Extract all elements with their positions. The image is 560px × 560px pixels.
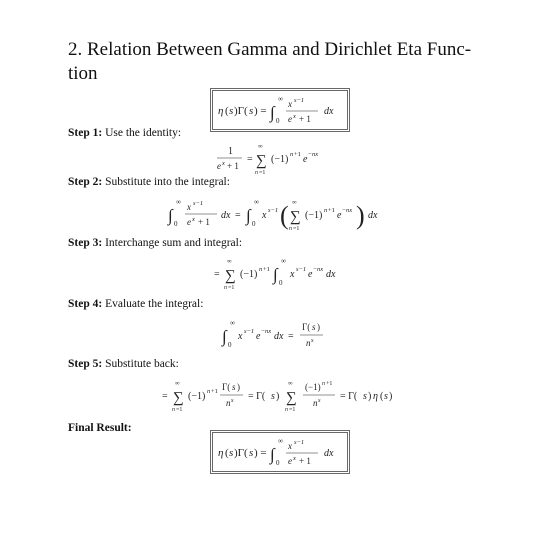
svg-text:s−1: s−1 <box>268 207 279 214</box>
svg-text:=: = <box>247 154 253 165</box>
svg-text:+1: +1 <box>294 151 301 158</box>
step-2 <box>68 176 230 188</box>
step-5 <box>68 358 179 370</box>
step-2-label: Step 2: <box>68 176 103 188</box>
svg-text:n: n <box>313 398 318 408</box>
svg-text:(−1): (−1) <box>305 210 323 221</box>
step-3-text: Interchange sum and integral: <box>105 237 243 249</box>
svg-text:+1: +1 <box>328 207 335 214</box>
svg-text:(: ( <box>225 105 229 117</box>
svg-text:e: e <box>308 269 313 280</box>
svg-text:−: − <box>308 151 312 158</box>
svg-text:s: s <box>231 397 234 404</box>
svg-text:0: 0 <box>279 279 283 287</box>
svg-text:∫: ∫ <box>168 206 173 225</box>
svg-text:x: x <box>290 269 295 280</box>
svg-text:∞: ∞ <box>278 437 283 445</box>
svg-text:n: n <box>255 170 258 176</box>
svg-text:0: 0 <box>174 220 178 228</box>
svg-text:)Γ(: )Γ( <box>234 447 248 459</box>
svg-text:s: s <box>271 391 275 402</box>
svg-text:nx: nx <box>265 328 272 335</box>
title-line-1: 2. Relation Between Gamma and Dirichlet Eta Func- <box>68 39 472 60</box>
svg-text:x: x <box>222 160 225 167</box>
boxed-equation-top <box>0 88 560 132</box>
svg-text:): ) <box>356 201 365 230</box>
svg-text:(: ( <box>380 391 384 402</box>
svg-text:n: n <box>289 226 292 232</box>
svg-text:e: e <box>288 456 292 466</box>
section-title <box>68 38 508 86</box>
svg-text:=: = <box>162 391 168 402</box>
svg-text:e: e <box>217 161 221 171</box>
svg-text:) =: ) = <box>254 105 267 117</box>
svg-text:n: n <box>224 285 227 291</box>
svg-text:=: = <box>288 331 294 342</box>
svg-text:s: s <box>384 391 388 402</box>
svg-text:x: x <box>262 210 267 221</box>
svg-text:∞: ∞ <box>288 380 293 387</box>
svg-text:dx: dx <box>324 106 334 117</box>
svg-text:∞: ∞ <box>258 143 263 150</box>
equation-step-1 <box>0 136 560 180</box>
svg-text:∞: ∞ <box>281 257 286 265</box>
svg-text:(: ( <box>225 447 229 459</box>
svg-text:dx: dx <box>324 448 334 459</box>
svg-text:s: s <box>249 105 254 117</box>
svg-text:) =: ) = <box>254 447 267 459</box>
svg-text:∫: ∫ <box>270 103 275 122</box>
svg-text:∑: ∑ <box>286 390 297 406</box>
svg-text:x: x <box>293 113 296 120</box>
step-1-label: Step 1: <box>68 127 103 139</box>
svg-text:+ 1: + 1 <box>198 217 210 227</box>
svg-text:dx: dx <box>368 210 378 221</box>
svg-text:η: η <box>373 391 378 402</box>
svg-text:dx: dx <box>221 210 231 221</box>
svg-text:∞: ∞ <box>254 198 259 206</box>
svg-text:−: − <box>342 207 346 214</box>
svg-text:∫: ∫ <box>222 327 227 346</box>
svg-text:x: x <box>192 216 195 223</box>
svg-text:): ) <box>389 391 393 402</box>
svg-text:0: 0 <box>228 341 232 349</box>
svg-text:e: e <box>256 331 261 342</box>
svg-text:−: − <box>313 266 317 273</box>
svg-text:dx: dx <box>326 269 336 280</box>
svg-text:e: e <box>187 217 191 227</box>
svg-text:(−1): (−1) <box>188 391 206 402</box>
svg-text:s: s <box>229 447 234 459</box>
step-5-text: Substitute back: <box>105 358 179 370</box>
svg-text:s: s <box>249 447 254 459</box>
svg-text:+ 1: + 1 <box>299 114 311 124</box>
svg-text:s−1: s−1 <box>296 266 307 273</box>
svg-text:e: e <box>337 210 342 221</box>
svg-text:∞: ∞ <box>227 258 232 265</box>
svg-text:∫: ∫ <box>270 445 275 464</box>
svg-text:=: = <box>235 210 241 221</box>
equation-step-3 <box>0 252 560 296</box>
svg-text:= Γ(: = Γ( <box>248 391 266 402</box>
svg-text:n: n <box>259 266 263 273</box>
svg-text:(−1): (−1) <box>240 269 258 280</box>
svg-text:n: n <box>226 398 231 408</box>
svg-text:s: s <box>363 391 367 402</box>
svg-text:(: ( <box>280 201 289 230</box>
equation-step-4 <box>0 314 560 358</box>
svg-text:): ) <box>368 391 372 402</box>
svg-text:= Γ(: = Γ( <box>340 391 358 402</box>
svg-text:x: x <box>187 202 191 212</box>
svg-text:0: 0 <box>252 220 256 228</box>
svg-text:s−1: s−1 <box>294 439 305 446</box>
svg-text:−: − <box>261 328 265 335</box>
svg-text:∑: ∑ <box>290 209 301 225</box>
svg-text:+ 1: + 1 <box>227 161 239 171</box>
svg-text:dx: dx <box>274 331 284 342</box>
svg-text:n: n <box>322 381 325 387</box>
svg-text:s−1: s−1 <box>244 328 255 335</box>
svg-text:): ) <box>317 322 320 332</box>
svg-text:s: s <box>318 397 321 404</box>
final-label: Final Result: <box>68 422 132 434</box>
svg-text:0: 0 <box>276 459 280 467</box>
svg-text:0: 0 <box>276 117 280 125</box>
svg-text:s: s <box>311 337 314 344</box>
svg-text:(−1): (−1) <box>271 154 289 165</box>
svg-text:s−1: s−1 <box>193 200 204 207</box>
svg-text:η: η <box>218 105 224 117</box>
svg-text:x: x <box>288 99 292 109</box>
boxed-equation-final <box>0 430 560 474</box>
svg-text:∑: ∑ <box>256 153 267 169</box>
svg-text:(−1): (−1) <box>305 382 321 392</box>
step-4 <box>68 298 203 310</box>
svg-text:n: n <box>172 407 175 413</box>
svg-text:n: n <box>324 207 328 214</box>
svg-text:x: x <box>238 331 243 342</box>
step-3 <box>68 237 242 249</box>
svg-text:Γ(: Γ( <box>222 382 231 392</box>
svg-text:∑: ∑ <box>225 268 236 284</box>
step-5-label: Step 5: <box>68 358 103 370</box>
svg-text:=1: =1 <box>259 170 266 176</box>
svg-text:e: e <box>288 114 292 124</box>
svg-text:nx: nx <box>317 266 324 273</box>
svg-text:∞: ∞ <box>230 319 235 327</box>
svg-text:n: n <box>207 388 211 395</box>
step-1-text: Use the identity: <box>105 127 182 139</box>
svg-text:Γ(: Γ( <box>302 322 311 332</box>
equation-step-5 <box>0 374 560 418</box>
svg-text:n: n <box>290 151 294 158</box>
svg-text:s: s <box>232 382 236 392</box>
svg-text:∞: ∞ <box>292 199 297 206</box>
svg-text:s−1: s−1 <box>294 97 305 104</box>
svg-text:=1: =1 <box>176 407 183 413</box>
svg-text:η: η <box>218 447 224 459</box>
svg-text:n: n <box>306 338 311 348</box>
svg-text:s: s <box>312 322 316 332</box>
svg-text:s: s <box>229 105 234 117</box>
svg-text:): ) <box>276 391 280 402</box>
svg-text:+1: +1 <box>211 388 218 395</box>
svg-text:∑: ∑ <box>173 390 184 406</box>
svg-text:nx: nx <box>312 151 319 158</box>
svg-text:∫: ∫ <box>246 206 251 225</box>
svg-text:x: x <box>293 455 296 462</box>
svg-text:x: x <box>288 441 292 451</box>
svg-text:=: = <box>214 269 220 280</box>
svg-text:1: 1 <box>228 146 233 157</box>
svg-text:e: e <box>303 154 308 165</box>
equation-step-2 <box>0 193 560 237</box>
step-4-text: Evaluate the integral: <box>105 298 204 310</box>
svg-text:+ 1: + 1 <box>299 456 311 466</box>
svg-text:): ) <box>237 382 240 392</box>
step-3-label: Step 3: <box>68 237 103 249</box>
svg-text:+1: +1 <box>326 381 333 387</box>
svg-text:∞: ∞ <box>175 380 180 387</box>
step-4-label: Step 4: <box>68 298 103 310</box>
svg-text:+1: +1 <box>263 266 270 273</box>
svg-text:∞: ∞ <box>176 198 181 206</box>
svg-text:=1: =1 <box>293 226 300 232</box>
svg-text:=1: =1 <box>289 407 296 413</box>
svg-text:∫: ∫ <box>273 265 278 284</box>
svg-text:nx: nx <box>346 207 353 214</box>
svg-text:=1: =1 <box>228 285 235 291</box>
step-2-text: Substitute into the integral: <box>105 176 230 188</box>
title-line-2: tion <box>68 63 98 84</box>
svg-text:n: n <box>285 407 288 413</box>
svg-text:∞: ∞ <box>278 95 283 103</box>
svg-text:)Γ(: )Γ( <box>234 105 248 117</box>
